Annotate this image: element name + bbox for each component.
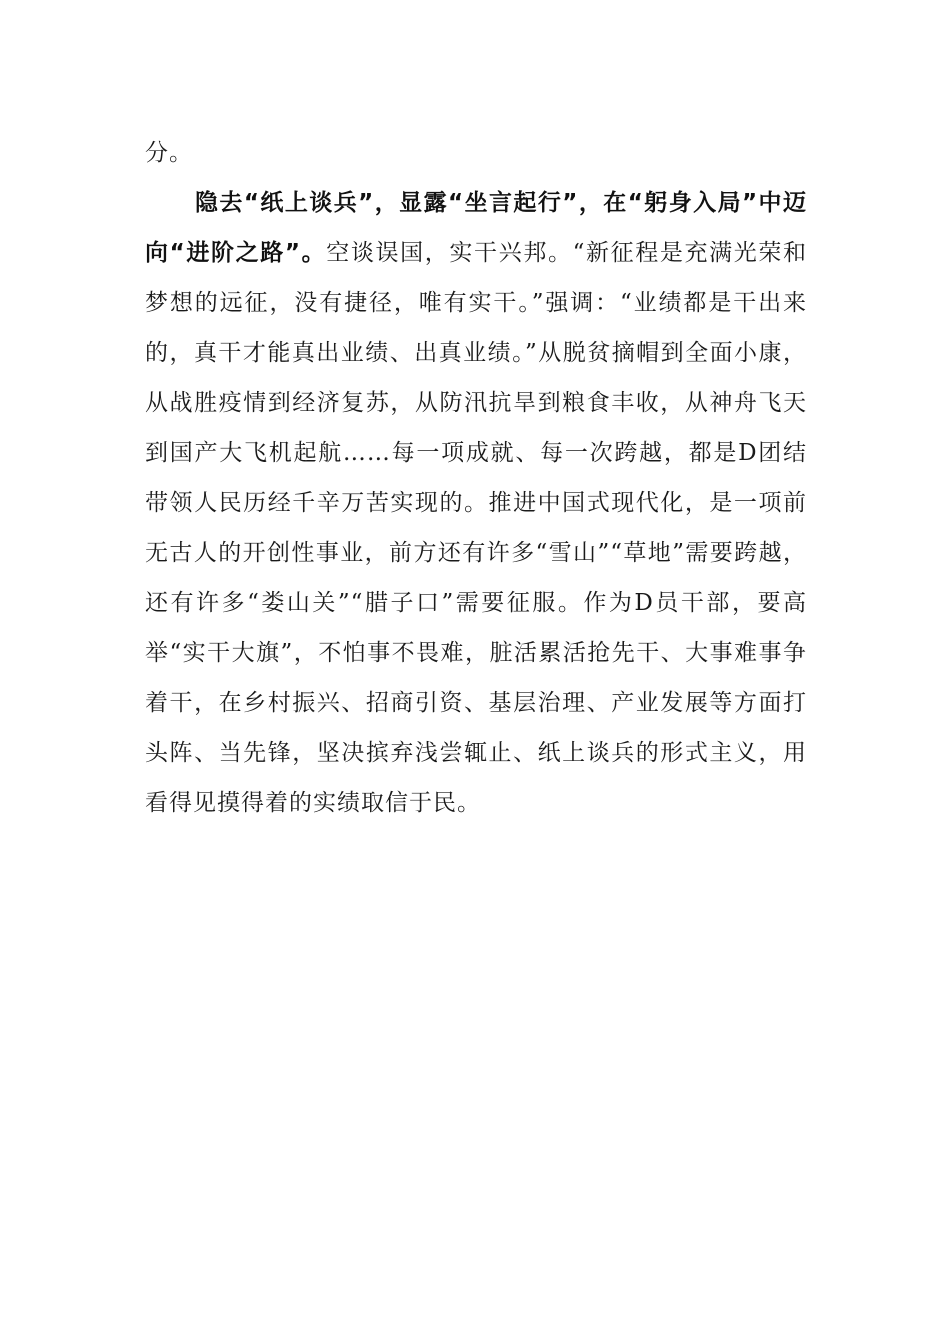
continuation-line: 分。 — [145, 140, 193, 166]
main-paragraph — [145, 178, 807, 828]
document-body — [145, 128, 807, 828]
paragraph-lead-sentence: 隐去“纸上谈兵”，显露“坐言起行”，在“躬身入局”中迈向“进阶之路”。 — [145, 190, 807, 266]
paragraph-body-text: 空谈误国，实干兴邦。“新征程是充满光荣和梦想的远征，没有捷径，唯有实干。”强调：“业绩都是干出来的，真干才能真出业绩、出真业绩。”从脱贫摘帽到全面小康，从战胜疫情到经济复苏，从防汛抗旱到粮食丰收，从神舟飞天到国产大飞机起航……每一项成就、每一次跨越，都是D团结带领人民历经千辛万苦实现的。推进中国式现代化，是一项前无古人的开创性事业，前方还有许多“雪山”“草地”需要跨越，还有许多“娄山关”“腊子口”需要征服。作为D员干部，要高举“实干大旗”，不怕事不畏难，脏活累活抢先干、大事难事争着干，在乡村振兴、招商引资、基层治理、产业发展等方面打头阵、当先锋，坚决摈弃浅尝辄止、纸上谈兵的形式主义，用看得见摸得着的实绩取信于民。 — [145, 240, 808, 816]
